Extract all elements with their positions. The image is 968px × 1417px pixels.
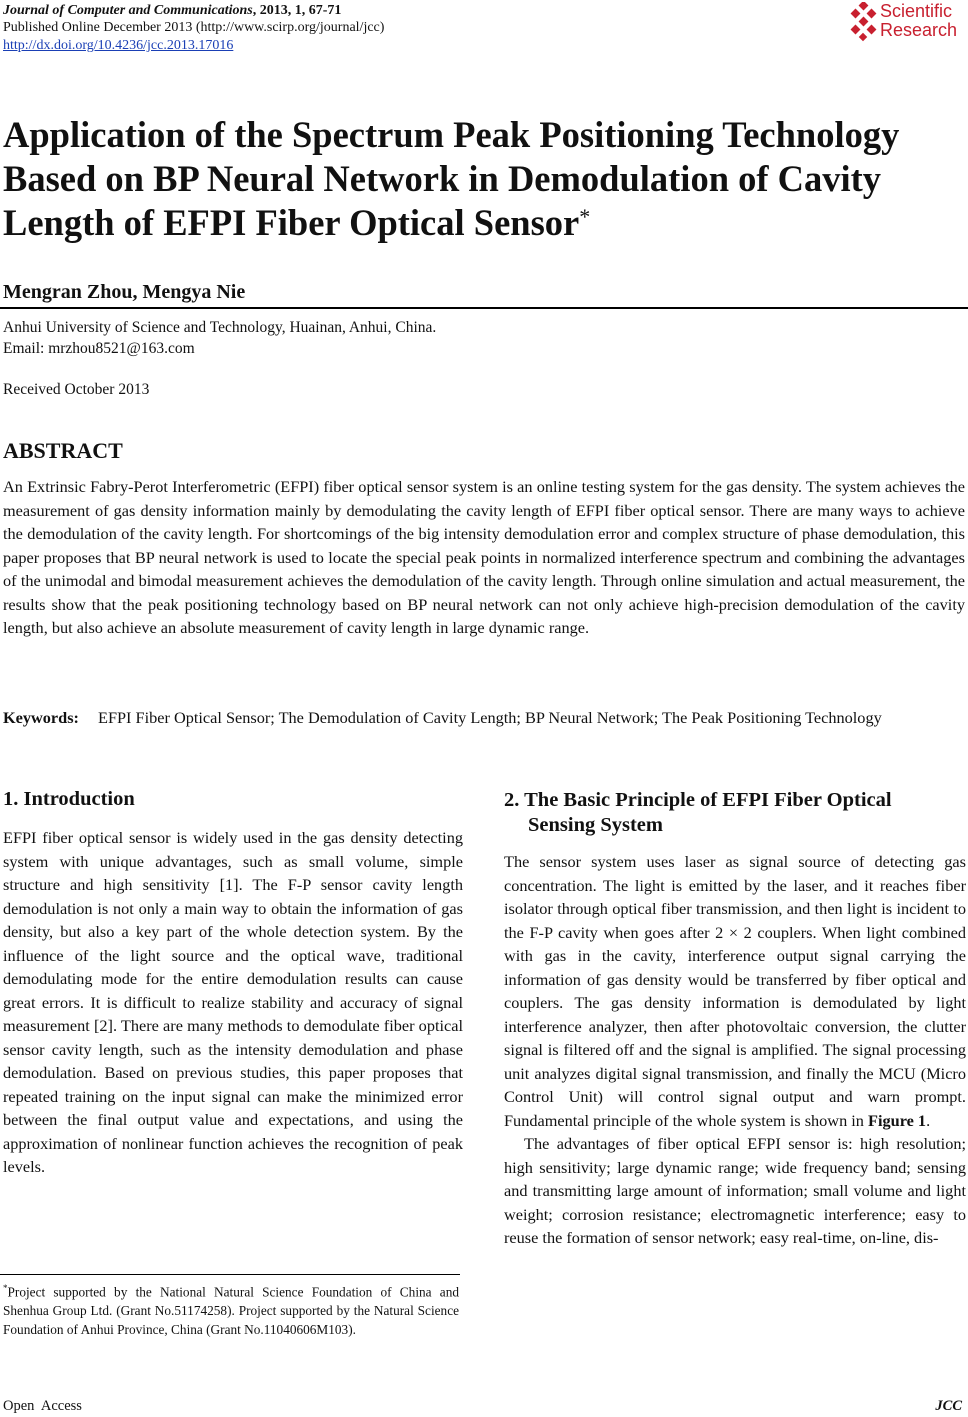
doi-link-row (3, 37, 233, 54)
footer-journal-abbrev: JCC (935, 1398, 962, 1414)
doi-link[interactable]: http://dx.doi.org/10.4236/jcc.2013.17016 (3, 38, 234, 53)
section-2-para1-end: . (926, 1110, 931, 1130)
affiliation: Anhui University of Science and Technology, Huainan, Anhui, China. (3, 319, 437, 336)
footnote-text: Project supported by the National Natural Science Foundation of China and Shenhua Group Ltd. (Grant No.51174258). Project supported by the Natural Science Foundation of Anhui Province, China (Grant No.11040606M103). (3, 1284, 459, 1338)
keywords-label: Keywords: (3, 708, 79, 727)
email: Email: mrzhou8521@163.com (3, 340, 195, 357)
abstract-text: An Extrinsic Fabry-Perot Interferometric (EFPI) fiber optical sensor system is an online testing system for the gas density. The system achieves the measurement of gas density information mainly by demodulating the cavity length of EFPI fiber optical sensor. There are many ways to achieve the demodulation of the cavity length. For shortcomings of the big intensity demodulation error and complex structure of phase demodulation, this paper proposes that BP neural network is used to locate the special peak points in normalized interference spectrum and combining the advantages of the unimodal and bimodal measurement achieves the demodulation of the cavity length. Through online simulation and actual measurement, the results show that the peak positioning technology based on BP neural network can not only achieve high-precision demodulation of the cavity length, but also achieve an absolute measurement of cavity length in large dynamic range. (3, 477, 965, 637)
figure-1-ref[interactable]: Figure 1 (868, 1110, 927, 1130)
section-2-text (504, 850, 966, 1250)
section-2-heading-line2: Sensing System (528, 814, 663, 836)
logo-text-line2: Research (880, 20, 958, 40)
received-date: Received October 2013 (3, 381, 150, 398)
journal-info: , 2013, 1, 67-71 (252, 3, 342, 18)
title-text: Application of the Spectrum Peak Positioning Technology Based on BP Neural Network in Demodulation of Cavity Length of EFPI Fiber Optical Sensor (3, 114, 900, 243)
abstract-heading: ABSTRACT (3, 438, 123, 463)
logo-text-line1: Scientific (880, 1, 953, 21)
keywords-text: EFPI Fiber Optical Sensor; The Demodulation of Cavity Length; BP Neural Network; The Peak Positioning Technology (98, 708, 882, 727)
author-divider (0, 307, 968, 309)
published-online: Published Online December 2013 (http://www.scirp.org/journal/jcc) (3, 20, 385, 35)
section-2-heading (504, 788, 964, 838)
paper-title (3, 113, 963, 245)
footnote-divider (0, 1274, 460, 1275)
footer-open-access: Open Access (3, 1398, 82, 1414)
section-1-text: EFPI fiber optical sensor is widely used in the gas density detecting system with unique advantages, such as small volume, simple structure and high sensitivity [1]. The F-P sensor cavity length demodulation is not only a main way to obtain the information of gas density, but also a key part of the whole detection system. By the influence of the light source and the optical wave, traditional demodulating mode for the entire demodulation results can cause great errors. It is difficult to realize stability and accuracy of signal measurement [2]. There are many methods to demodulate fiber optical sensor cavity length, such as the intensity demodulation and phase demodulation. Based on previous studies, this paper proposes that repeated training on the input signal can make the minimized error between the final output value and expectations, and using the approximation of nonlinear function achieves the recognition of peak levels. (3, 828, 463, 1176)
section-1-heading: 1. Introduction (3, 788, 135, 810)
journal-name: Journal of Computer and Communications (3, 3, 253, 18)
keywords (3, 706, 965, 730)
section-2-para2: The advantages of fiber optical EFPI sensor is: high resolution; high sensitivity; large dynamic range; wide frequency band; sensing and transmitting large amount of information; small volume and light weight; corrosion resistance; electromagnetic interference; easy to reuse the formation of sensor network; easy real-time, on-line, dis- (504, 1134, 966, 1247)
section-2-para1: The sensor system uses laser as signal source of detecting gas concentration. The light is emitted by the laser, and it reaches fiber isolator through optical fiber transmission, and then light is incident to the F-P cavity when goes after 2 × 2 couplers. When light combined with gas in the cavity, interference output signal carrying the information of gas density would be transferred by fiber optical and couplers. The gas density information is demodulated by light interference analyzer, then after photovoltaic conversion, the clutter signal is filtered off and the signal is amplified. The signal processing unit analyzes digital signal transmission, and finally the MCU (Micro Control Unit) will control signal output and warn prompt. Fundamental principle of the whole system is shown in (504, 852, 966, 1130)
publisher-logo (850, 0, 968, 44)
journal-header (3, 2, 341, 19)
footnote-marker: * (3, 1283, 8, 1293)
section-2-heading-line1: 2. The Basic Principle of EFPI Fiber Optical (504, 789, 892, 811)
authors: Mengran Zhou, Mengya Nie (3, 281, 246, 303)
logo-mark-icon (850, 2, 878, 42)
title-footnote-marker: * (579, 204, 591, 229)
footnote (3, 1279, 459, 1339)
